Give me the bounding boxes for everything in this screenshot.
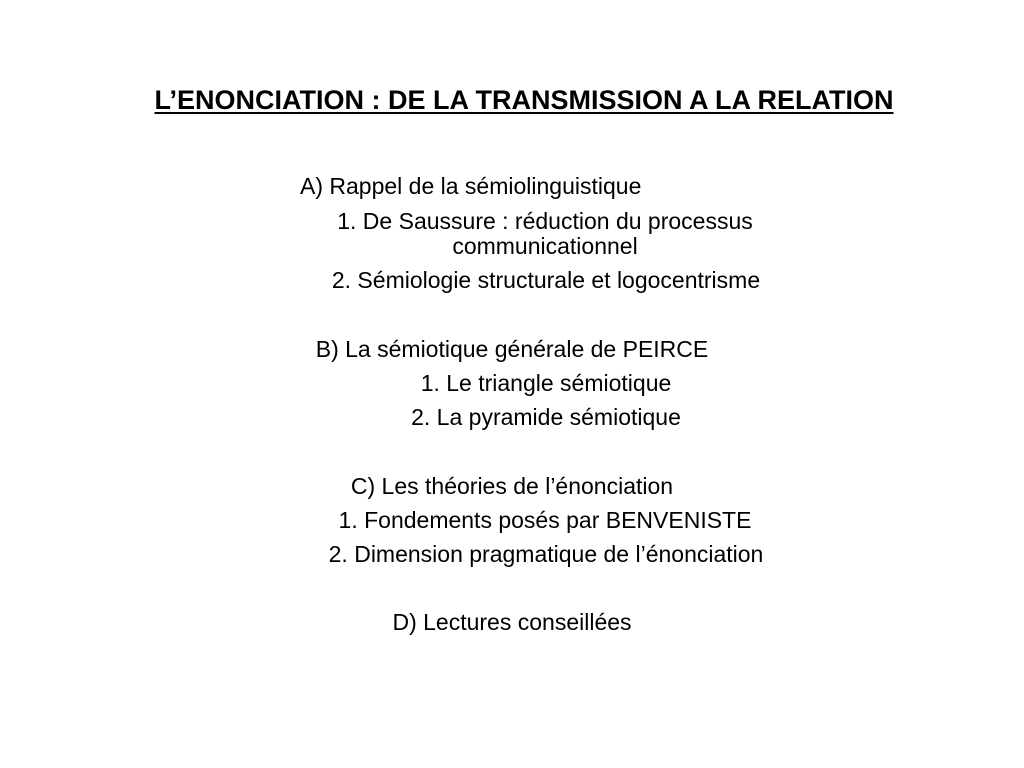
section-b-heading: B) La sémiotique générale de PEIRCE — [315, 336, 709, 362]
section-a-item-2: 2. Sémiologie structurale et logocentrisme — [331, 267, 761, 293]
section-a-heading: A) Rappel de la sémiolinguistique — [300, 173, 642, 199]
section-b-item-1: 1. Le triangle sémiotique — [420, 370, 672, 396]
section-d-heading: D) Lectures conseillées — [392, 609, 632, 635]
section-c-heading: C) Les théories de l’énonciation — [350, 473, 674, 499]
slide-title: L’ENONCIATION : DE LA TRANSMISSION A LA RELATION — [154, 85, 894, 115]
section-c-item-1: 1. Fondements posés par BENVENISTE — [338, 507, 752, 533]
section-a-item-1: 1. De Saussure : réduction du processus communicationnel — [337, 208, 753, 259]
section-b-item-2: 2. La pyramide sémiotique — [411, 404, 681, 430]
section-c-item-2: 2. Dimension pragmatique de l’énonciation — [328, 541, 764, 567]
